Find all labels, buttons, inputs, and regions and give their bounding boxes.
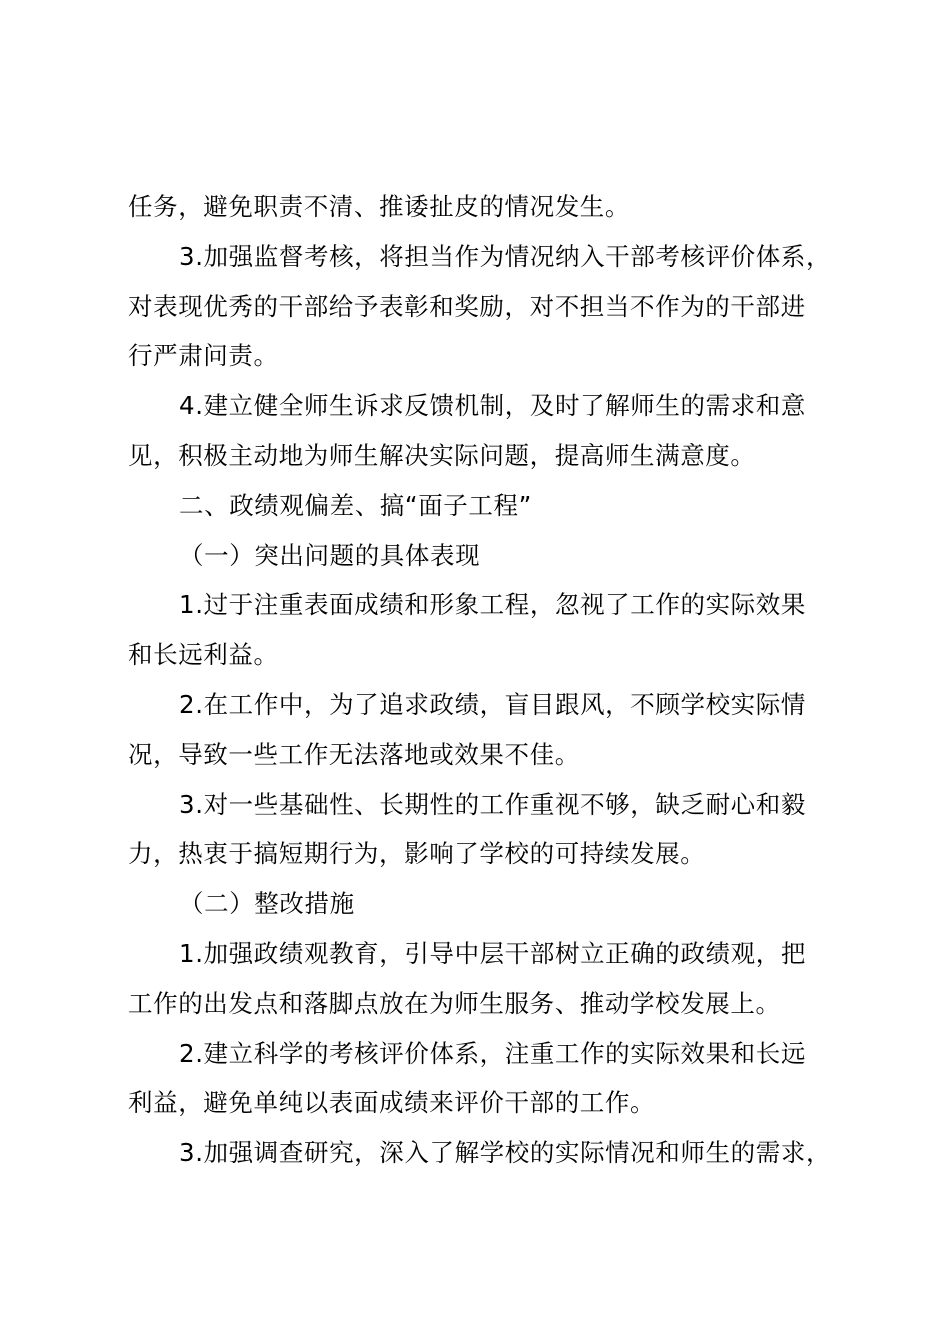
text-line: 1.过于注重表面成绩和形象工程，忽视了工作的实际效果 [179, 590, 806, 620]
subsection-heading: （一）突出问题的具体表现 [179, 540, 481, 570]
text-line: 工作的出发点和落脚点放在为师生服务、推动学校发展上。 [128, 988, 781, 1018]
text-line: 和长远利益。 [128, 640, 279, 670]
text-line: 任务，避免职责不清、推诿扯皮的情况发生。 [128, 192, 630, 221]
text-line: 力，热衷于搞短期行为，影响了学校的可持续发展。 [128, 839, 706, 869]
text-line: 见，积极主动地为师生解决实际问题，提高师生满意度。 [128, 440, 756, 470]
text-line: 3.加强调查研究，深入了解学校的实际情况和师生的需求， [179, 1138, 832, 1168]
text-line: 对表现优秀的干部给予表彰和奖励，对不担当不作为的干部进 [128, 291, 806, 321]
text-line: 4.建立健全师生诉求反馈机制，及时了解师生的需求和意 [179, 391, 806, 421]
section-heading: 二、政绩观偏差、搞“面子工程” [179, 490, 532, 520]
text-line: 3.加强监督考核，将担当作为情况纳入干部考核评价体系， [179, 241, 832, 271]
text-line: 利益，避免单纯以表面成绩来评价干部的工作。 [128, 1088, 656, 1118]
text-line: 况，导致一些工作无法落地或效果不佳。 [128, 739, 580, 769]
text-line: 行严肃问责。 [128, 341, 279, 371]
subsection-heading: （二）整改措施 [179, 889, 355, 919]
text-line: 1.加强政绩观教育，引导中层干部树立正确的政绩观，把 [179, 938, 806, 968]
text-line: 2.在工作中，为了追求政绩，盲目跟风，不顾学校实际情 [179, 689, 806, 719]
document-body [128, 182, 856, 1178]
text-line: 3.对一些基础性、长期性的工作重视不够，缺乏耐心和毅 [179, 789, 806, 819]
text-line: 2.建立科学的考核评价体系，注重工作的实际效果和长远 [179, 1038, 806, 1068]
